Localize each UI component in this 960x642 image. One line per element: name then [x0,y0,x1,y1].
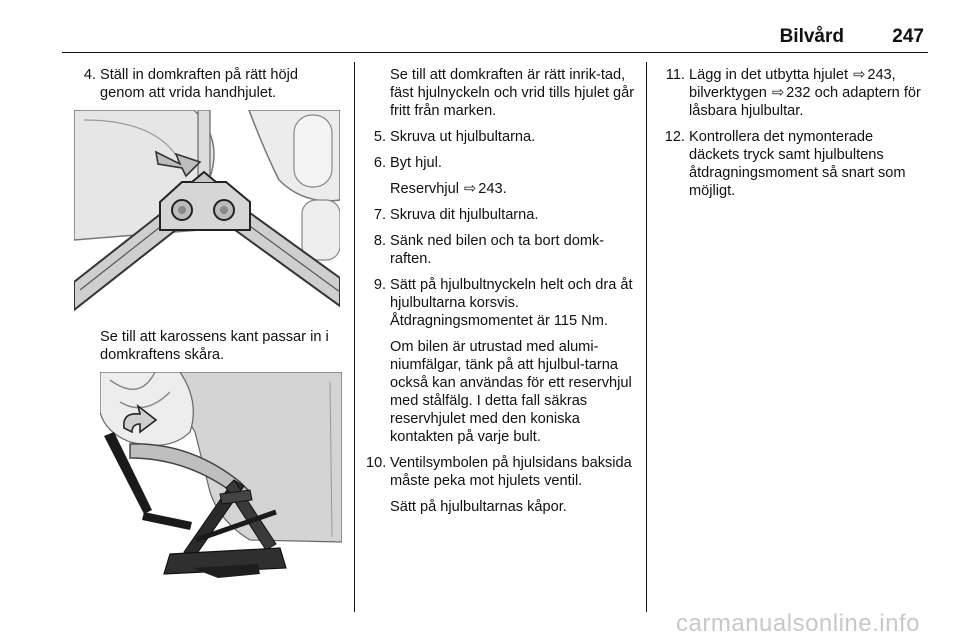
step-7 [366,206,638,224]
step-number: 4. [83,67,96,83]
step-number: 9. [373,277,386,293]
step-9-detail: Om bilen är utrustad med alumi-niumfälgar, tänk på att hjulbul-tarna också kan användas för ett reservhjul med stålfälg. I detta fall säkras reservhjulet med den koniska kontakten på varje bult. [390,339,632,445]
page-ref[interactable]: 232 [786,85,811,101]
step-12 [658,128,926,200]
step-10 [366,454,638,490]
step-text: bilverktygen [689,85,767,101]
step-text: Sänk ned bilen och ta bort domk-raften. [390,233,605,267]
page-ref-arrow-icon: ⇨ [464,181,477,197]
step-6 [366,154,638,172]
page-ref[interactable]: 243. [478,181,507,197]
section-title: Bilvård [779,26,844,47]
step-number: 6. [373,155,386,171]
step-text: Ventilsymbolen på hjulsidans baksida måste peka mot hjulets ventil. [390,455,632,489]
intro-text: Se till att domkraften är rätt inrik-tad, fäst hjulnyckeln och vrid tills hjulet går fritt från marken. [390,67,635,119]
step-4 [76,66,342,102]
step-text: Ställ in domkraften på rätt höjd genom att vrida handhjulet. [100,67,298,101]
page-number: 247 [892,26,924,47]
page-ref[interactable]: 243, [867,67,896,83]
watermark: carmanualsonline.info [676,610,920,637]
page-header [62,22,928,53]
column-middle [366,66,638,524]
column-right [658,66,926,208]
step-number: 11. [665,67,685,83]
step-9 [366,276,638,330]
step-8 [366,232,638,268]
step-number: 7. [373,207,386,223]
step-number: 5. [373,129,386,145]
jack-under-car-illustration [100,372,342,584]
step-text: Byt hjul. [390,155,442,171]
step-number: 8. [373,233,386,249]
step-number: 10. [366,455,387,471]
step-text: Sätt på hjulbultnyckeln helt och dra åt hjulbultarna korsvis. Åtdragningsmomentet är 115 Nm. [390,277,633,329]
step-text: Skruva dit hjulbultarna. [390,207,539,223]
step-11 [658,66,926,120]
detail-text: Reservhjul [390,181,459,197]
page-ref-arrow-icon: ⇨ [853,67,866,83]
step-5 [366,128,638,146]
step-text: och adaptern för låsbara hjulbultar. [689,85,921,119]
step-text: Kontrollera det nymonterade däckets tryck samt hjulbultens åtdragningsmoment så snart som möjligt. [689,129,906,199]
step-text: Lägg in det utbytta hjulet [689,67,849,83]
column-divider-left [354,62,355,612]
step-number: 12. [664,129,685,145]
step-6-detail [366,180,638,198]
step-10-detail: Sätt på hjulbultarnas kåpor. [390,499,567,515]
note-text: Se till att karossens kant passar in i domkraftens skåra. [100,329,329,363]
column-left [76,66,342,594]
step-text: Skruva ut hjulbultarna. [390,129,536,145]
page-ref-arrow-icon: ⇨ [771,85,785,101]
jack-upper-arms-illustration [74,110,340,318]
column-divider-right [646,62,647,612]
